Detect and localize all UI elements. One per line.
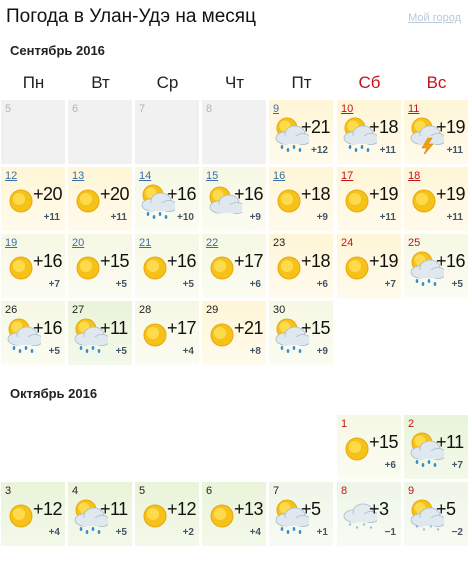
calendar-day-cell[interactable]	[201, 166, 267, 232]
day-temperature: +20	[100, 184, 130, 204]
day-number: 4	[72, 485, 79, 497]
calendar-day-cell[interactable]	[336, 481, 402, 547]
day-temperature: +19	[369, 184, 399, 204]
calendar-day-cell[interactable]	[268, 300, 334, 366]
calendar-day-cell[interactable]	[201, 300, 267, 366]
night-temperature: +8	[249, 346, 261, 357]
calendar-day-cell[interactable]	[403, 414, 469, 480]
calendar-day-cell[interactable]	[67, 481, 133, 547]
day-temperature: +16	[33, 251, 63, 271]
night-temperature: +7	[384, 279, 396, 290]
night-temperature: +4	[182, 346, 194, 357]
month-title-september: Сентябрь 2016	[10, 43, 105, 58]
night-temperature: −1	[384, 527, 396, 538]
svg-text:*: *	[362, 523, 366, 530]
night-temperature: +1	[316, 527, 328, 538]
day-temperature: +16	[33, 318, 63, 338]
night-temperature: +11	[43, 212, 60, 223]
calendar-day-cell[interactable]	[134, 233, 200, 299]
weekday-label: Ср	[156, 73, 179, 92]
day-temperature: +11	[100, 318, 128, 338]
night-temperature: +5	[451, 279, 463, 290]
day-temperature: +5	[301, 499, 321, 519]
calendar-day-cell[interactable]	[134, 166, 200, 232]
day-number: 8	[206, 103, 213, 115]
night-temperature: +11	[446, 145, 463, 156]
day-temperature: +3	[369, 499, 389, 519]
night-temperature: +6	[316, 279, 328, 290]
calendar-day-cell[interactable]	[0, 300, 66, 366]
night-temperature: +4	[249, 527, 261, 538]
night-temperature: +4	[48, 527, 60, 538]
calendar-day-empty	[201, 99, 267, 165]
night-temperature: +7	[48, 279, 60, 290]
calendar-day-cell[interactable]	[403, 233, 469, 299]
calendar-day-cell[interactable]	[201, 233, 267, 299]
weekday-label: Вт	[91, 73, 110, 92]
day-number[interactable]: 21	[139, 237, 152, 249]
night-temperature: +11	[379, 212, 396, 223]
day-temperature: +11	[436, 432, 464, 452]
calendar-day-cell[interactable]	[67, 166, 133, 232]
day-number: 3	[5, 485, 12, 497]
night-temperature: −2	[451, 527, 463, 538]
night-temperature: +11	[446, 212, 463, 223]
night-temperature: +10	[177, 212, 194, 223]
svg-text:*: *	[429, 525, 433, 532]
day-number[interactable]: 19	[5, 237, 18, 249]
day-temperature: +11	[100, 499, 128, 519]
day-temperature: +19	[436, 117, 466, 137]
calendar-day-cell[interactable]	[403, 99, 469, 165]
day-number: 23	[273, 237, 286, 249]
weekday-label: Вс	[426, 73, 447, 92]
month-title-october: Октябрь 2016	[10, 386, 98, 401]
night-temperature: +5	[115, 279, 127, 290]
day-number[interactable]: 15	[206, 170, 219, 182]
day-number[interactable]: 13	[72, 170, 85, 182]
day-temperature: +21	[234, 318, 264, 338]
night-temperature: +7	[451, 460, 463, 471]
night-temperature: +9	[316, 346, 328, 357]
night-temperature: +9	[316, 212, 328, 223]
calendar-day-cell[interactable]	[268, 166, 334, 232]
calendar-day-cell[interactable]	[201, 481, 267, 547]
day-number: 7	[273, 485, 280, 497]
day-number: 1	[341, 418, 348, 430]
day-number: 25	[408, 237, 421, 249]
calendar-day-empty	[0, 99, 66, 165]
night-temperature: +2	[182, 527, 194, 538]
day-temperature: +15	[369, 432, 399, 452]
calendar-day-cell[interactable]	[403, 166, 469, 232]
weekday-label: Пн	[22, 73, 45, 92]
day-number: 24	[341, 237, 354, 249]
night-temperature: +5	[48, 346, 60, 357]
calendar-day-cell[interactable]	[403, 481, 469, 547]
day-temperature: +17	[167, 318, 197, 338]
calendar-day-cell[interactable]	[67, 233, 133, 299]
day-temperature: +18	[301, 251, 331, 271]
night-temperature: +5	[115, 346, 127, 357]
day-number[interactable]: 9	[273, 103, 280, 115]
day-temperature: +16	[167, 251, 197, 271]
day-temperature: +15	[100, 251, 130, 271]
day-temperature: +16	[167, 184, 197, 204]
day-temperature: +12	[167, 499, 197, 519]
day-temperature: +12	[33, 499, 63, 519]
day-number[interactable]: 11	[408, 103, 420, 115]
calendar-day-cell[interactable]	[336, 233, 402, 299]
day-number[interactable]: 12	[5, 170, 18, 182]
my-city-link[interactable]: Мой город	[408, 12, 461, 24]
day-number: 30	[273, 304, 286, 316]
day-number: 8	[341, 485, 348, 497]
day-temperature: +13	[234, 499, 264, 519]
svg-text:*: *	[422, 528, 426, 535]
night-temperature: +11	[379, 145, 396, 156]
day-temperature: +20	[33, 184, 63, 204]
night-temperature: +9	[249, 212, 261, 223]
day-temperature: +5	[436, 499, 456, 519]
day-number[interactable]: 16	[273, 170, 286, 182]
calendar-day-empty	[134, 99, 200, 165]
day-temperature: +15	[301, 318, 331, 338]
svg-text:*: *	[415, 525, 419, 532]
svg-text:*: *	[355, 526, 359, 533]
day-temperature: +19	[369, 251, 399, 271]
calendar-day-cell[interactable]	[268, 99, 334, 165]
day-number: 7	[139, 103, 146, 115]
day-temperature: +16	[436, 251, 466, 271]
day-number: 2	[408, 418, 415, 430]
day-temperature: +18	[301, 184, 331, 204]
day-number[interactable]: 14	[139, 170, 152, 182]
weekday-label: Сб	[358, 73, 381, 92]
day-number[interactable]: 20	[72, 237, 85, 249]
night-temperature: +11	[110, 212, 127, 223]
day-number: 6	[72, 103, 79, 115]
day-number: 27	[72, 304, 85, 316]
weekday-label: Чт	[224, 73, 245, 92]
night-temperature: +5	[182, 279, 194, 290]
calendar-day-cell[interactable]	[336, 166, 402, 232]
day-number[interactable]: 18	[408, 170, 421, 182]
calendar-day-cell[interactable]	[336, 99, 402, 165]
day-number: 9	[408, 485, 415, 497]
night-temperature: +12	[311, 145, 328, 156]
day-number: 26	[5, 304, 18, 316]
weekday-label: Пт	[291, 73, 312, 92]
day-number: 5	[139, 485, 146, 497]
calendar-day-cell[interactable]	[268, 481, 334, 547]
day-temperature: +18	[369, 117, 399, 137]
calendar-day-cell[interactable]	[0, 166, 66, 232]
svg-text:*: *	[436, 528, 440, 535]
day-temperature: +17	[234, 251, 264, 271]
day-number: 6	[206, 485, 213, 497]
day-number: 5	[5, 103, 12, 115]
calendar-day-cell[interactable]	[67, 300, 133, 366]
day-number: 29	[206, 304, 219, 316]
page-title: Погода в Улан-Удэ на месяц	[6, 6, 256, 27]
day-number[interactable]: 22	[206, 237, 219, 249]
night-temperature: +6	[384, 460, 396, 471]
day-temperature: +16	[234, 184, 264, 204]
calendar-day-cell[interactable]	[134, 481, 200, 547]
svg-text:*: *	[348, 523, 352, 530]
calendar-day-cell[interactable]	[0, 481, 66, 547]
day-number[interactable]: 10	[341, 103, 354, 115]
day-temperature: +19	[436, 184, 466, 204]
night-temperature: +6	[249, 279, 261, 290]
calendar-day-cell[interactable]	[0, 233, 66, 299]
day-temperature: +21	[301, 117, 331, 137]
svg-text:*: *	[369, 526, 373, 533]
calendar-day-cell[interactable]	[268, 233, 334, 299]
calendar-day-cell[interactable]	[134, 300, 200, 366]
night-temperature: +5	[115, 527, 127, 538]
calendar-day-empty	[67, 99, 133, 165]
day-number: 28	[139, 304, 152, 316]
day-number[interactable]: 17	[341, 170, 354, 182]
calendar-day-cell[interactable]	[336, 414, 402, 480]
